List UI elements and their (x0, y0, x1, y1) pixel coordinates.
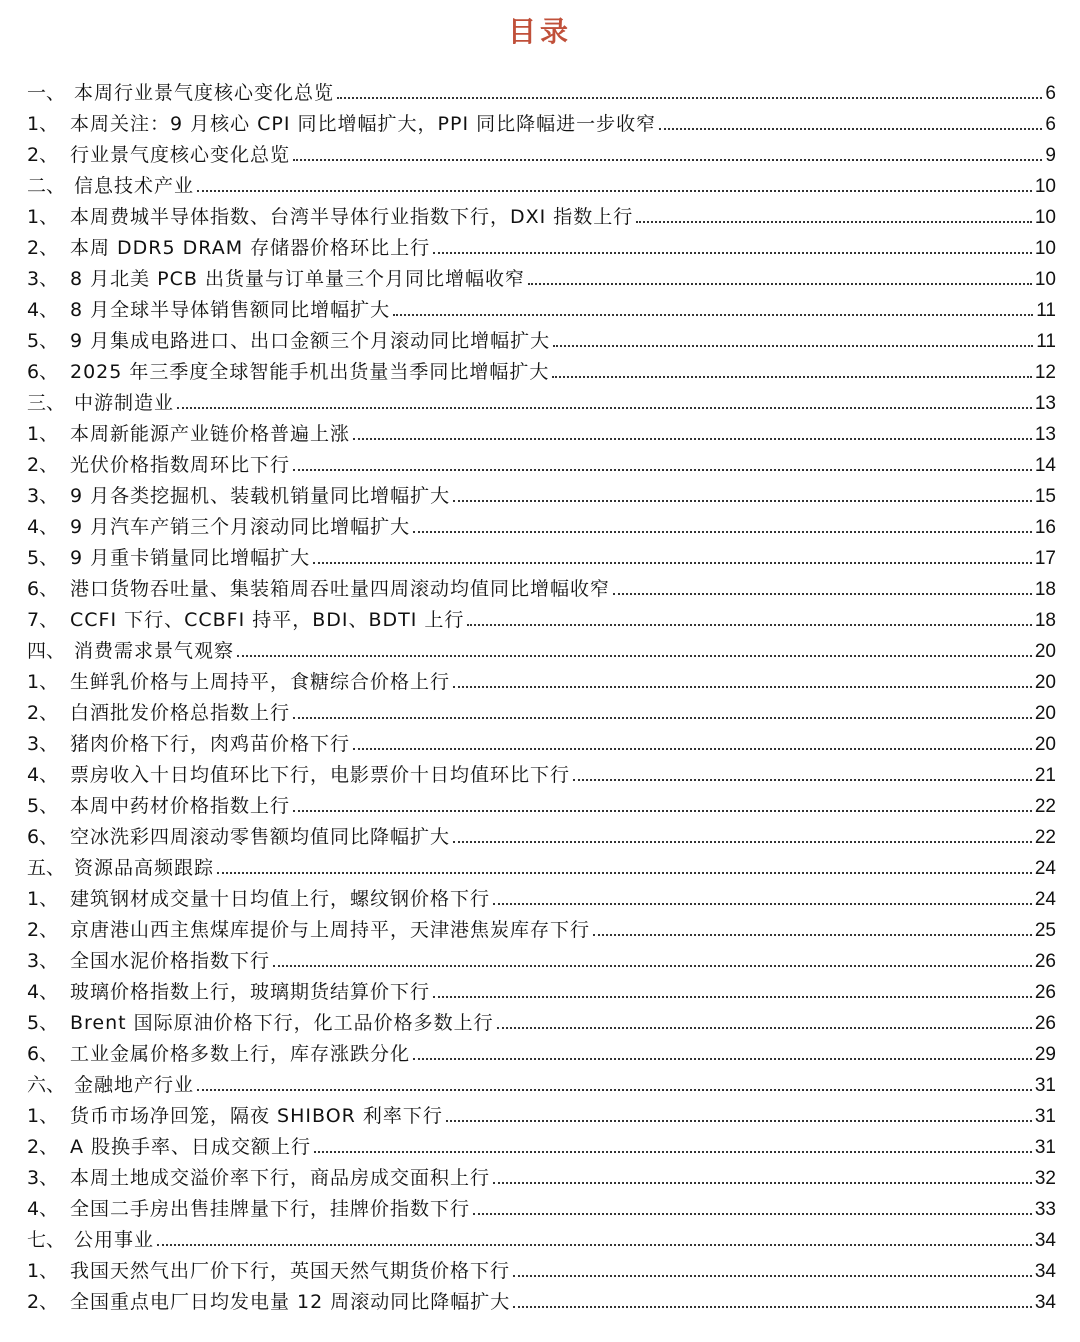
dot-leader (353, 747, 1032, 750)
toc-entry-number: 2、 (27, 1291, 59, 1313)
dot-leader (293, 716, 1032, 719)
dot-leader (157, 1243, 1032, 1246)
toc-subsection-entry[interactable] (0, 481, 1080, 512)
dot-leader (659, 127, 1042, 130)
toc-entry-line (70, 481, 1056, 512)
toc-entry-label: 我国天然气出厂价下行，英国天然气期货价格下行 (70, 1260, 511, 1282)
toc-entry-line (70, 1101, 1056, 1132)
toc-subsection-entry[interactable] (0, 698, 1080, 729)
toc-entry-number: 三、 (27, 392, 66, 414)
toc-entry-number: 2、 (27, 1136, 59, 1158)
dot-leader (413, 1057, 1032, 1060)
dot-leader (433, 251, 1032, 254)
dot-leader (353, 437, 1032, 440)
toc-entry-number: 3、 (27, 1167, 59, 1189)
toc-entry-label: 全国水泥价格指数下行 (70, 950, 271, 972)
toc-entry-line (70, 760, 1056, 791)
toc-entry-page-number: 26 (1034, 982, 1056, 1003)
toc-entry-page-number: 15 (1034, 486, 1056, 507)
toc-entry-label: 公用事业 (74, 1229, 155, 1251)
dot-leader (553, 344, 1033, 347)
toc-entry-number: 5、 (27, 547, 59, 569)
toc-entry-label: A 股换手率、日成交额上行 (70, 1136, 312, 1158)
toc-entry-label: 中游制造业 (74, 392, 175, 414)
toc-entry-number: 一、 (27, 82, 66, 104)
toc-entry-page-number: 21 (1034, 765, 1056, 786)
toc-subsection-entry[interactable] (0, 233, 1080, 264)
toc-entry-page-number: 33 (1034, 1199, 1056, 1220)
toc-subsection-entry[interactable] (0, 419, 1080, 450)
toc-entry-label: 全国重点电厂日均发电量 12 周滚动同比降幅扩大 (70, 1291, 511, 1313)
toc-subsection-entry[interactable] (0, 791, 1080, 822)
toc-entry-line (74, 636, 1056, 667)
toc-entry-line (74, 853, 1056, 884)
dot-leader (314, 1150, 1032, 1153)
dot-leader (573, 778, 1032, 781)
toc-entry-number: 6、 (27, 361, 59, 383)
toc-entry-label: 白酒批发价格总指数上行 (70, 702, 291, 724)
toc-entry-number: 1、 (27, 113, 59, 135)
dot-leader (217, 871, 1032, 874)
toc-entry-page-number: 14 (1034, 455, 1056, 476)
toc-entry-label: 行业景气度核心变化总览 (70, 144, 291, 166)
toc-entry-label: 光伏价格指数周环比下行 (70, 454, 291, 476)
toc-entry-line (70, 1008, 1056, 1039)
toc-entry-line (70, 1194, 1056, 1225)
toc-subsection-entry[interactable] (0, 326, 1080, 357)
toc-subsection-entry[interactable] (0, 977, 1080, 1008)
toc-entry-line (70, 1039, 1056, 1070)
toc-entry-page-number: 34 (1034, 1261, 1056, 1282)
toc-subsection-entry[interactable] (0, 822, 1080, 853)
toc-subsection-entry[interactable] (0, 264, 1080, 295)
dot-leader (453, 840, 1032, 843)
toc-entry-number: 4、 (27, 516, 59, 538)
toc-entry-page-number: 12 (1034, 362, 1056, 383)
dot-leader (497, 1026, 1032, 1029)
toc-section-entry[interactable] (0, 853, 1080, 884)
toc-entry-page-number: 6 (1045, 83, 1056, 104)
toc-section-entry[interactable] (0, 78, 1080, 109)
toc-entry-label: 本周土地成交溢价率下行，商品房成交面积上行 (70, 1167, 491, 1189)
toc-entry-page-number: 25 (1034, 920, 1056, 941)
toc-entry-page-number: 16 (1034, 517, 1056, 538)
dot-leader (293, 468, 1032, 471)
toc-entry-label: 生鲜乳价格与上周持平，食糖综合价格上行 (70, 671, 451, 693)
toc-entry-label: 港口货物吞吐量、集装箱周吞吐量四周滚动均值同比增幅收窄 (70, 578, 611, 600)
dot-leader (337, 96, 1042, 99)
dot-leader (433, 995, 1032, 998)
toc-entry-page-number: 13 (1034, 424, 1056, 445)
toc-entry-line (70, 729, 1056, 760)
toc-entry-line (70, 977, 1056, 1008)
toc-entry-line (74, 1070, 1056, 1101)
toc-subsection-entry[interactable] (0, 1101, 1080, 1132)
toc-entry-label: 本周 DDR5 DRAM 存储器价格环比上行 (70, 237, 431, 259)
toc-entry-line (70, 140, 1056, 171)
toc-entry-number: 六、 (27, 1074, 66, 1096)
toc-entry-number: 6、 (27, 578, 59, 600)
toc-entry-number: 四、 (27, 640, 66, 662)
toc-title: 目录 (507, 15, 572, 48)
dot-leader (293, 809, 1032, 812)
toc-entry-number: 4、 (27, 981, 59, 1003)
toc-entry-label: 本周中药材价格指数上行 (70, 795, 291, 817)
dot-leader (413, 530, 1032, 533)
toc-entry-page-number: 13 (1034, 393, 1056, 414)
toc-entry-page-number: 29 (1034, 1044, 1056, 1065)
toc-entry-label: 金融地产行业 (74, 1074, 195, 1096)
toc-entry-label: 9 月重卡销量同比增幅扩大 (70, 547, 311, 569)
toc-entry-page-number: 32 (1034, 1168, 1056, 1189)
toc-entry-page-number: 18 (1034, 610, 1056, 631)
toc-entry-line (70, 326, 1056, 357)
dot-leader (513, 1274, 1032, 1277)
toc-entry-page-number: 24 (1034, 889, 1056, 910)
toc-entry-line (70, 109, 1056, 140)
toc-entry-label: 2025 年三季度全球智能手机出货量当季同比增幅扩大 (70, 361, 550, 383)
toc-entry-number: 5、 (27, 1012, 59, 1034)
toc-entry-line (74, 388, 1056, 419)
toc-subsection-entry[interactable] (0, 574, 1080, 605)
toc-entry-line (70, 295, 1056, 326)
toc-entry-number: 1、 (27, 206, 59, 228)
toc-entry-line (70, 822, 1056, 853)
toc-entry-label: 空冰洗彩四周滚动零售额均值同比降幅扩大 (70, 826, 451, 848)
toc-entry-line (70, 357, 1056, 388)
toc-subsection-entry[interactable] (0, 295, 1080, 326)
toc-entry-label: 本周关注：9 月核心 CPI 同比增幅扩大，PPI 同比降幅进一步收窄 (70, 113, 657, 135)
toc-entry-page-number: 20 (1034, 734, 1056, 755)
dot-leader (453, 685, 1032, 688)
toc-subsection-entry[interactable] (0, 1008, 1080, 1039)
dot-leader (177, 406, 1032, 409)
toc-subsection-entry[interactable] (0, 729, 1080, 760)
toc-entry-page-number: 10 (1034, 269, 1056, 290)
toc-entry-line (70, 884, 1056, 915)
toc-subsection-entry[interactable] (0, 450, 1080, 481)
toc-entry-number: 2、 (27, 454, 59, 476)
toc-entry-page-number: 10 (1034, 238, 1056, 259)
toc-entry-label: 票房收入十日均值环比下行，电影票价十日均值环比下行 (70, 764, 571, 786)
toc-entry-number: 7、 (27, 609, 59, 631)
toc-entry-line (70, 233, 1056, 264)
toc-entry-label: 8 月北美 PCB 出货量与订单量三个月同比增幅收窄 (70, 268, 525, 290)
toc-entry-number: 5、 (27, 795, 59, 817)
dot-leader (293, 158, 1042, 161)
dot-leader (313, 561, 1032, 564)
dot-leader (493, 1181, 1032, 1184)
toc-entry-line (70, 1163, 1056, 1194)
dot-leader (593, 933, 1032, 936)
toc-entry-number: 2、 (27, 144, 59, 166)
dot-leader (197, 1088, 1032, 1091)
toc-entry-page-number: 31 (1034, 1075, 1056, 1096)
dot-leader (552, 375, 1031, 378)
toc-subsection-entry[interactable] (0, 1163, 1080, 1194)
toc-entry-page-number: 26 (1034, 1013, 1056, 1034)
toc-entry-page-number: 11 (1036, 331, 1056, 352)
toc-entry-page-number: 9 (1045, 145, 1056, 166)
toc-entry-label: 猪肉价格下行，肉鸡苗价格下行 (70, 733, 351, 755)
dot-leader (393, 313, 1033, 316)
dot-leader (613, 592, 1032, 595)
dot-leader (528, 282, 1032, 285)
toc-subsection-entry[interactable] (0, 605, 1080, 636)
toc-entry-number: 3、 (27, 485, 59, 507)
toc-subsection-entry[interactable] (0, 1039, 1080, 1070)
toc-entry-page-number: 22 (1034, 796, 1056, 817)
toc-subsection-entry[interactable] (0, 760, 1080, 791)
toc-subsection-entry[interactable] (0, 109, 1080, 140)
toc-entry-line (70, 1287, 1056, 1318)
dot-leader (273, 964, 1032, 967)
dot-leader (453, 499, 1032, 502)
dot-leader (636, 220, 1032, 223)
toc-entry-line (74, 1225, 1056, 1256)
toc-entry-page-number: 10 (1034, 176, 1056, 197)
toc-entry-number: 2、 (27, 237, 59, 259)
toc-entry-line (70, 1256, 1056, 1287)
toc-entry-page-number: 34 (1034, 1292, 1056, 1313)
toc-subsection-entry[interactable] (0, 1287, 1080, 1318)
toc-entry-label: 京唐港山西主焦煤库提价与上周持平，天津港焦炭库存下行 (70, 919, 591, 941)
toc-entry-line (70, 946, 1056, 977)
toc-entry-label: CCFI 下行、CCBFI 持平，BDI、BDTI 上行 (70, 609, 465, 631)
toc-subsection-entry[interactable] (0, 543, 1080, 574)
toc-entry-number: 1、 (27, 1260, 59, 1282)
toc-entry-label: 玻璃价格指数上行，玻璃期货结算价下行 (70, 981, 431, 1003)
toc-entry-label: 资源品高频跟踪 (74, 857, 215, 879)
dot-leader (473, 1212, 1032, 1215)
toc-entry-label: 建筑钢材成交量十日均值上行，螺纹钢价格下行 (70, 888, 491, 910)
toc-entry-line (70, 574, 1056, 605)
toc-entry-label: 货币市场净回笼，隔夜 SHIBOR 利率下行 (70, 1105, 443, 1127)
dot-leader (467, 623, 1031, 626)
toc-entry-line (74, 78, 1056, 109)
toc-subsection-entry[interactable] (0, 512, 1080, 543)
toc-entry-label: 信息技术产业 (74, 175, 195, 197)
toc-section-entry[interactable] (0, 171, 1080, 202)
dot-leader (513, 1305, 1032, 1308)
toc-entry-page-number: 20 (1034, 641, 1056, 662)
toc-entry-number: 3、 (27, 268, 59, 290)
toc-entry-number: 4、 (27, 1198, 59, 1220)
toc-entry-number: 二、 (27, 175, 66, 197)
toc-subsection-entry[interactable] (0, 1256, 1080, 1287)
toc-entry-label: 消费需求景气观察 (74, 640, 235, 662)
dot-leader (197, 189, 1032, 192)
toc-entry-page-number: 34 (1034, 1230, 1056, 1251)
toc-entry-page-number: 20 (1034, 703, 1056, 724)
toc-entry-label: 8 月全球半导体销售额同比增幅扩大 (70, 299, 391, 321)
toc-entry-number: 6、 (27, 1043, 59, 1065)
toc-entry-page-number: 6 (1045, 114, 1056, 135)
toc-entry-label: 9 月集成电路进口、出口金额三个月滚动同比增幅扩大 (70, 330, 551, 352)
toc-entry-page-number: 18 (1034, 579, 1056, 600)
toc-entry-page-number: 31 (1034, 1106, 1056, 1127)
toc-section-entry[interactable] (0, 1225, 1080, 1256)
toc-entry-number: 1、 (27, 1105, 59, 1127)
toc-entry-number: 2、 (27, 702, 59, 724)
toc-entry-number: 4、 (27, 299, 59, 321)
toc-entry-label: 本周行业景气度核心变化总览 (74, 82, 335, 104)
toc-entry-number: 2、 (27, 919, 59, 941)
toc-entry-page-number: 31 (1034, 1137, 1056, 1158)
toc-entry-label: 本周新能源产业链价格普遍上涨 (70, 423, 351, 445)
toc-entry-page-number: 24 (1034, 858, 1056, 879)
toc-entry-line (70, 791, 1056, 822)
toc-entry-label: 9 月各类挖掘机、装载机销量同比增幅扩大 (70, 485, 451, 507)
toc-entry-number: 1、 (27, 423, 59, 445)
toc-entry-number: 3、 (27, 733, 59, 755)
toc-entry-line (70, 512, 1056, 543)
toc-entry-page-number: 10 (1034, 207, 1056, 228)
toc-entry-label: 全国二手房出售挂牌量下行，挂牌价指数下行 (70, 1198, 471, 1220)
toc-entry-label: 9 月汽车产销三个月滚动同比增幅扩大 (70, 516, 411, 538)
toc-subsection-entry[interactable] (0, 202, 1080, 233)
dot-leader (493, 902, 1032, 905)
toc-subsection-entry[interactable] (0, 1132, 1080, 1163)
toc-entry-line (70, 264, 1056, 295)
toc-entry-label: Brent 国际原油价格下行，化工品价格多数上行 (70, 1012, 494, 1034)
toc-entry-page-number: 17 (1034, 548, 1056, 569)
toc-subsection-entry[interactable] (0, 1194, 1080, 1225)
toc-entry-line (70, 605, 1056, 636)
toc-entry-line (70, 543, 1056, 574)
toc-subsection-entry[interactable] (0, 946, 1080, 977)
toc-entry-line (74, 171, 1056, 202)
toc-entry-line (70, 450, 1056, 481)
toc-subsection-entry[interactable] (0, 915, 1080, 946)
toc-section-entry[interactable] (0, 388, 1080, 419)
toc-entry-line (70, 698, 1056, 729)
toc-subsection-entry[interactable] (0, 140, 1080, 171)
toc-subsection-entry[interactable] (0, 667, 1080, 698)
toc-entry-line (70, 667, 1056, 698)
table-of-contents (0, 78, 1080, 1318)
toc-entry-label: 工业金属价格多数上行，库存涨跌分化 (70, 1043, 411, 1065)
toc-section-entry[interactable] (0, 636, 1080, 667)
toc-entry-number: 七、 (27, 1229, 66, 1251)
toc-entry-label: 本周费城半导体指数、台湾半导体行业指数下行，DXI 指数上行 (70, 206, 634, 228)
toc-subsection-entry[interactable] (0, 884, 1080, 915)
toc-entry-number: 1、 (27, 888, 59, 910)
dot-leader (446, 1119, 1032, 1122)
toc-section-entry[interactable] (0, 1070, 1080, 1101)
toc-entry-number: 1、 (27, 671, 59, 693)
toc-entry-line (70, 202, 1056, 233)
toc-entry-number: 6、 (27, 826, 59, 848)
toc-entry-number: 五、 (27, 857, 66, 879)
toc-entry-number: 5、 (27, 330, 59, 352)
toc-entry-line (70, 419, 1056, 450)
dot-leader (237, 654, 1032, 657)
toc-entry-page-number: 11 (1036, 300, 1056, 321)
toc-entry-line (70, 915, 1056, 946)
toc-entry-line (70, 1132, 1056, 1163)
toc-entry-page-number: 22 (1034, 827, 1056, 848)
toc-entry-number: 4、 (27, 764, 59, 786)
toc-subsection-entry[interactable] (0, 357, 1080, 388)
toc-entry-page-number: 26 (1034, 951, 1056, 972)
toc-entry-number: 3、 (27, 950, 59, 972)
toc-entry-page-number: 20 (1034, 672, 1056, 693)
